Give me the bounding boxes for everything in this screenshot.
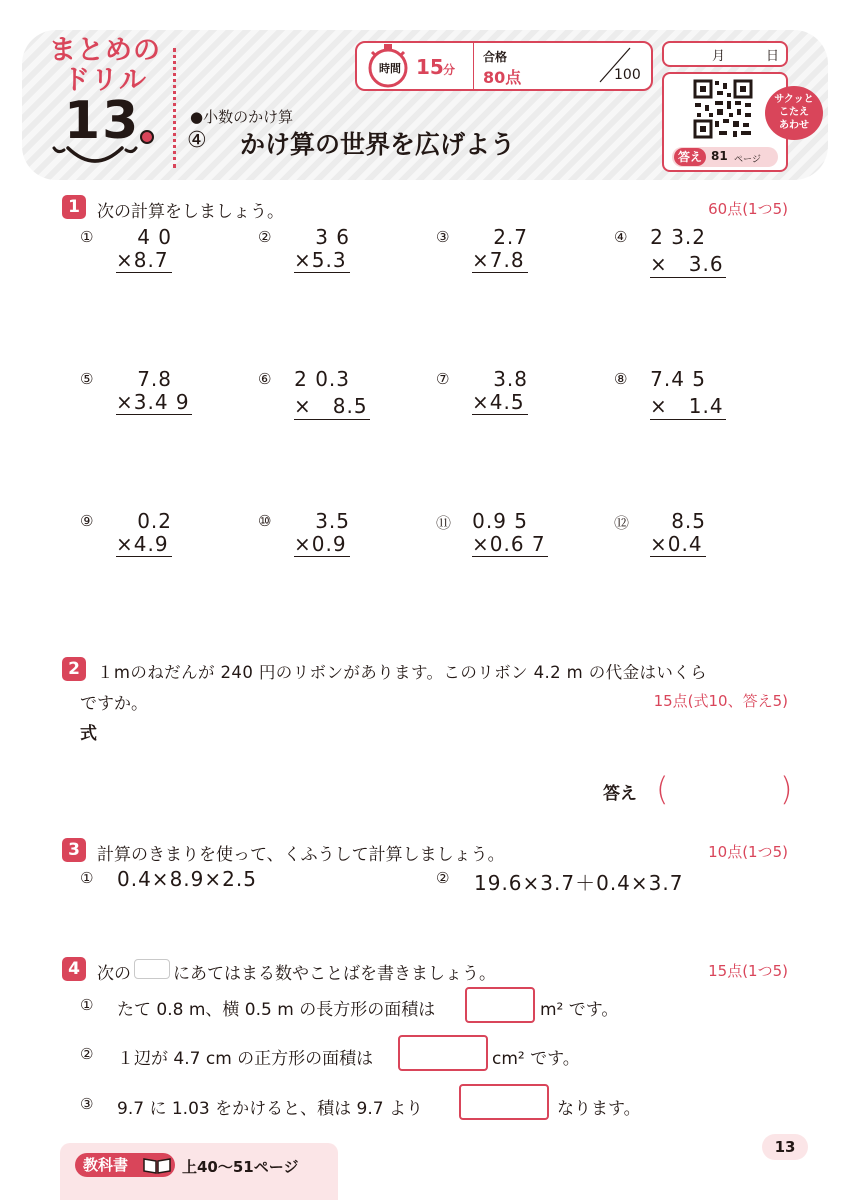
q4-item-number: ③ — [80, 1095, 94, 1113]
problem-multiplier: ×0.4 — [650, 532, 706, 557]
time-label: 時間 — [379, 62, 401, 75]
problem-multiplicand: 7.8 — [137, 367, 172, 391]
q4-item-text-before: たて 0.8 m、横 0.5 m の長方形の面積は — [117, 1000, 436, 1020]
problem-multiplicand: 0.2 — [137, 509, 172, 533]
pass-label: 合格 — [483, 50, 508, 64]
lesson-title: かけ算の世界を広げよう — [240, 130, 516, 159]
problem-multiplicand: 2.7 — [493, 225, 528, 249]
problem-multiplier: ×3.4 9 — [116, 390, 190, 414]
answer-box-3[interactable] — [459, 1084, 549, 1120]
question-2-points: 15点(式10、答え5) — [653, 692, 788, 710]
question-4-prompt-start: 次の — [97, 964, 131, 984]
problem-multiplier: ×0.9 — [294, 532, 350, 557]
problem-multiplier: ×8.7 — [116, 248, 172, 273]
q1-problem — [80, 225, 210, 285]
problem-number: ① — [80, 228, 94, 246]
question-4-points: 15点(1つ5) — [708, 962, 788, 980]
answer-page: 81 — [711, 149, 728, 163]
problem-number: ③ — [436, 228, 450, 246]
quick-answer-line: あわせ — [779, 120, 809, 131]
answer-box-1[interactable] — [465, 987, 535, 1023]
q1-problem — [436, 225, 566, 285]
problem-multiplicand: 2 0.3 — [294, 367, 350, 391]
textbook-label: 教科書 — [75, 1153, 175, 1177]
q1-problem — [436, 367, 566, 427]
quick-answer-line: サクッと — [774, 94, 814, 105]
answer-label: 答え — [603, 784, 637, 804]
pass-score: 80点 — [483, 68, 522, 87]
question-4-badge: 4 — [62, 957, 86, 981]
problem-number: ② — [258, 228, 272, 246]
q1-problem — [80, 367, 210, 427]
question-4-prompt-end: にあてはまる数やことばを書きましょう。 — [173, 964, 496, 984]
q3-expression: 0.4×8.9×2.5 — [117, 867, 257, 891]
answer-page-unit: ページ — [734, 155, 761, 165]
problem-multiplicand: 0.9 5 — [472, 509, 528, 533]
problem-multiplicand: 3 6 — [315, 225, 350, 249]
question-1-points: 60点(1つ5) — [708, 200, 788, 218]
problem-number: ⑦ — [436, 370, 450, 388]
answer-paren-close: ) — [780, 770, 793, 808]
problem-multiplier: ×4.9 — [116, 532, 172, 557]
q3-item-number: ① — [80, 869, 95, 887]
problem-number: ⑩ — [258, 512, 272, 530]
drill-dot — [140, 130, 154, 144]
page-number: 13 — [762, 1134, 808, 1160]
q4-item-text-after: m² です。 — [540, 1000, 619, 1020]
quick-answer-badge[interactable] — [765, 86, 823, 140]
problem-number: ⑨ — [80, 512, 94, 530]
q4-item-text-after: cm² です。 — [492, 1049, 580, 1069]
drill-number: 13 — [64, 91, 141, 151]
problem-number: ④ — [614, 228, 628, 246]
q4-item-text-after: なります。 — [557, 1099, 641, 1119]
answer-label: 答え — [674, 148, 706, 166]
smile-icon — [50, 140, 140, 170]
problem-number: ⑫ — [614, 514, 630, 532]
q4-item-number: ② — [80, 1045, 94, 1063]
problem-multiplicand: 8.5 — [671, 509, 706, 533]
question-2-text-line2: ですか。 — [80, 694, 148, 714]
time-value: 15 — [416, 55, 444, 79]
problem-multiplier: ×4.5 — [472, 390, 528, 415]
problem-multiplicand: 3.8 — [493, 367, 528, 391]
date-month: 月 — [712, 49, 726, 64]
problem-multiplier: ×0.6 7 — [472, 532, 546, 556]
lesson-number: ④ — [187, 128, 207, 153]
book-icon — [142, 1156, 172, 1174]
header-divider — [173, 48, 176, 168]
problem-multiplicand: 2 3.2 — [650, 225, 706, 249]
question-1-prompt: 次の計算をしましょう。 — [97, 202, 284, 222]
problem-multiplier: × 1.4 — [650, 390, 726, 420]
q4-item-number: ① — [80, 996, 94, 1014]
question-2-badge: 2 — [62, 657, 86, 681]
q1-problem — [436, 509, 566, 569]
problem-multiplicand: 7.4 5 — [650, 367, 706, 391]
problem-multiplier: ×5.3 — [294, 248, 350, 273]
time-unit: 分 — [443, 63, 456, 77]
problem-number: ⑥ — [258, 370, 272, 388]
q3-item-number: ② — [436, 869, 451, 887]
score-total: 100 — [614, 67, 641, 83]
blank-sample-box — [134, 959, 170, 979]
textbook-pages: 上40〜51ページ — [182, 1158, 299, 1176]
q1-problem — [614, 225, 744, 285]
answer-paren-open: ( — [656, 770, 669, 808]
problem-multiplier: × 8.5 — [294, 390, 370, 420]
q1-problem — [614, 367, 744, 427]
problem-number: ⑤ — [80, 370, 94, 388]
formula-label: 式 — [80, 724, 97, 744]
question-3-prompt: 計算のきまりを使って、くふうして計算しましょう。 — [97, 845, 505, 865]
problem-multiplier: × 3.6 — [650, 248, 726, 278]
problem-number: ⑧ — [614, 370, 628, 388]
question-3-badge: 3 — [62, 838, 86, 862]
question-3-points: 10点(1つ5) — [708, 843, 788, 861]
answer-box-2[interactable] — [398, 1035, 488, 1071]
drill-title-line1: まとめの — [49, 35, 161, 66]
q1-problem — [614, 509, 744, 569]
problem-multiplier: ×7.8 — [472, 248, 528, 273]
problem-number: ⑪ — [436, 514, 452, 532]
drill-title-line2: ドリル — [63, 65, 147, 96]
qr-code-icon[interactable] — [693, 79, 753, 139]
question-1-badge: 1 — [62, 195, 86, 219]
date-day: 日 — [766, 49, 780, 64]
q1-problem — [258, 509, 388, 569]
drill-title — [40, 36, 170, 96]
q1-problem — [258, 225, 388, 285]
q4-item-text-before: １辺が 4.7 cm の正方形の面積は — [117, 1049, 374, 1069]
problem-multiplicand: 4 0 — [137, 225, 172, 249]
problem-multiplicand: 3.5 — [315, 509, 350, 533]
q4-item-text-before: 9.7 に 1.03 をかけると、積は 9.7 より — [117, 1099, 423, 1119]
q1-problem — [80, 509, 210, 569]
q3-expression: 19.6×3.7＋0.4×3.7 — [474, 871, 684, 895]
q1-problem — [258, 367, 388, 427]
unit-label: ●小数のかけ算 — [190, 108, 294, 126]
question-2-text-line1: １mのねだんが 240 円のリボンがあります。このリボン 4.2 m の代金はいくら — [97, 663, 708, 682]
score-divider — [473, 43, 474, 89]
quick-answer-line: こたえ — [779, 107, 809, 118]
